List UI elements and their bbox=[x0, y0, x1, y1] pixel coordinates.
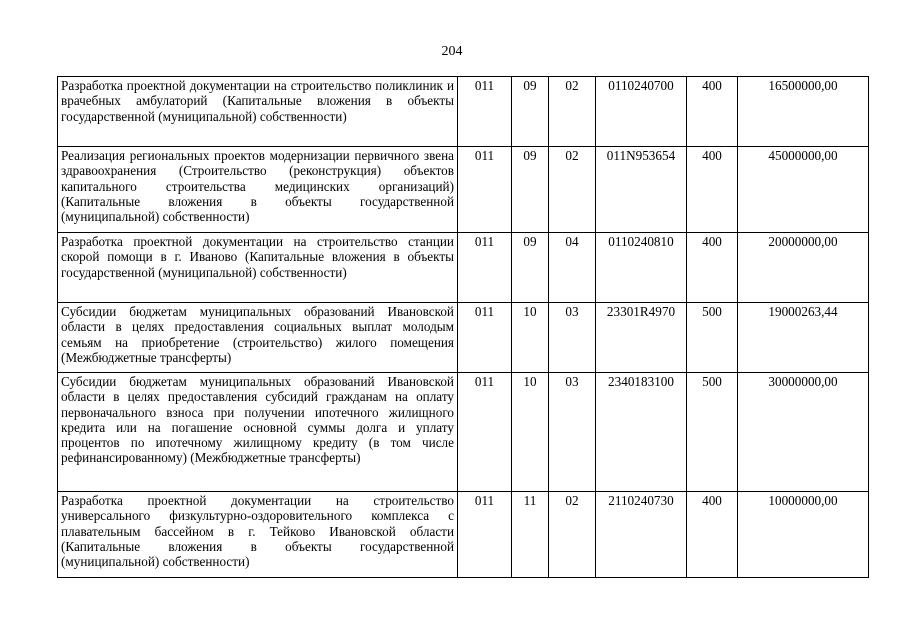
section-code: 09 bbox=[512, 77, 549, 147]
amount: 20000000,00 bbox=[738, 233, 869, 303]
target-article-code: 2110240730 bbox=[596, 492, 687, 578]
expense-type-code: 400 bbox=[687, 147, 738, 233]
table-row bbox=[58, 492, 869, 578]
subsection-code: 02 bbox=[549, 77, 596, 147]
section-code: 10 bbox=[512, 303, 549, 373]
target-article-code: 23301R4970 bbox=[596, 303, 687, 373]
target-article-code: 0110240700 bbox=[596, 77, 687, 147]
target-article-code: 011N953654 bbox=[596, 147, 687, 233]
row-description: Разработка проектной документации на строительство универсального физкультурно-оздоровительного комплекса с плавательным бассейном в г. Тейково Ивановской области (Капитальные вложения в объекты государственной (муниципальной) собственности) bbox=[58, 492, 458, 578]
section-code: 09 bbox=[512, 233, 549, 303]
amount: 45000000,00 bbox=[738, 147, 869, 233]
expense-type-code: 400 bbox=[687, 233, 738, 303]
ministry-code: 011 bbox=[458, 303, 512, 373]
amount: 19000263,44 bbox=[738, 303, 869, 373]
target-article-code: 0110240810 bbox=[596, 233, 687, 303]
subsection-code: 02 bbox=[549, 492, 596, 578]
section-code: 11 bbox=[512, 492, 549, 578]
row-description: Реализация региональных проектов модернизации первичного звена здравоохранения (Строительство (реконструкция) объектов капитального строительства медицинских организаций) (Капитальные вложения в объекты государственной (муниципальной) собственности) bbox=[58, 147, 458, 233]
subsection-code: 03 bbox=[549, 373, 596, 492]
subsection-code: 04 bbox=[549, 233, 596, 303]
ministry-code: 011 bbox=[458, 373, 512, 492]
row-description: Субсидии бюджетам муниципальных образований Ивановской области в целях предоставления субсидий гражданам на оплату первоначального взноса при получении ипотечного жилищного кредита или на погашение основной суммы долга и уплату процентов по ипотечному жилищному кредиту (в том числе рефинансированному) (Межбюджетные трансферты) bbox=[58, 373, 458, 492]
ministry-code: 011 bbox=[458, 147, 512, 233]
page-number: 204 bbox=[441, 44, 463, 59]
budget-table bbox=[57, 76, 869, 578]
ministry-code: 011 bbox=[458, 233, 512, 303]
expense-type-code: 500 bbox=[687, 303, 738, 373]
table-row bbox=[58, 303, 869, 373]
expense-type-code: 400 bbox=[687, 492, 738, 578]
amount: 30000000,00 bbox=[738, 373, 869, 492]
ministry-code: 011 bbox=[458, 492, 512, 578]
subsection-code: 03 bbox=[549, 303, 596, 373]
expense-type-code: 500 bbox=[687, 373, 738, 492]
target-article-code: 2340183100 bbox=[596, 373, 687, 492]
expense-type-code: 400 bbox=[687, 77, 738, 147]
ministry-code: 011 bbox=[458, 77, 512, 147]
row-description: Разработка проектной документации на строительство поликлиник и врачебных амбулаторий (Капитальные вложения в объекты государственной (муниципальной) собственности) bbox=[58, 77, 458, 147]
table-row bbox=[58, 77, 869, 147]
table-row bbox=[58, 147, 869, 233]
row-description: Разработка проектной документации на строительство станции скорой помощи в г. Иваново (Капитальные вложения в объекты государственной (муниципальной) собственности) bbox=[58, 233, 458, 303]
row-description: Субсидии бюджетам муниципальных образований Ивановской области в целях предоставления социальных выплат молодым семьям на приобретение (строительство) жилого помещения (Межбюджетные трансферты) bbox=[58, 303, 458, 373]
table-row bbox=[58, 373, 869, 492]
subsection-code: 02 bbox=[549, 147, 596, 233]
section-code: 09 bbox=[512, 147, 549, 233]
table-row bbox=[58, 233, 869, 303]
amount: 16500000,00 bbox=[738, 77, 869, 147]
amount: 10000000,00 bbox=[738, 492, 869, 578]
section-code: 10 bbox=[512, 373, 549, 492]
